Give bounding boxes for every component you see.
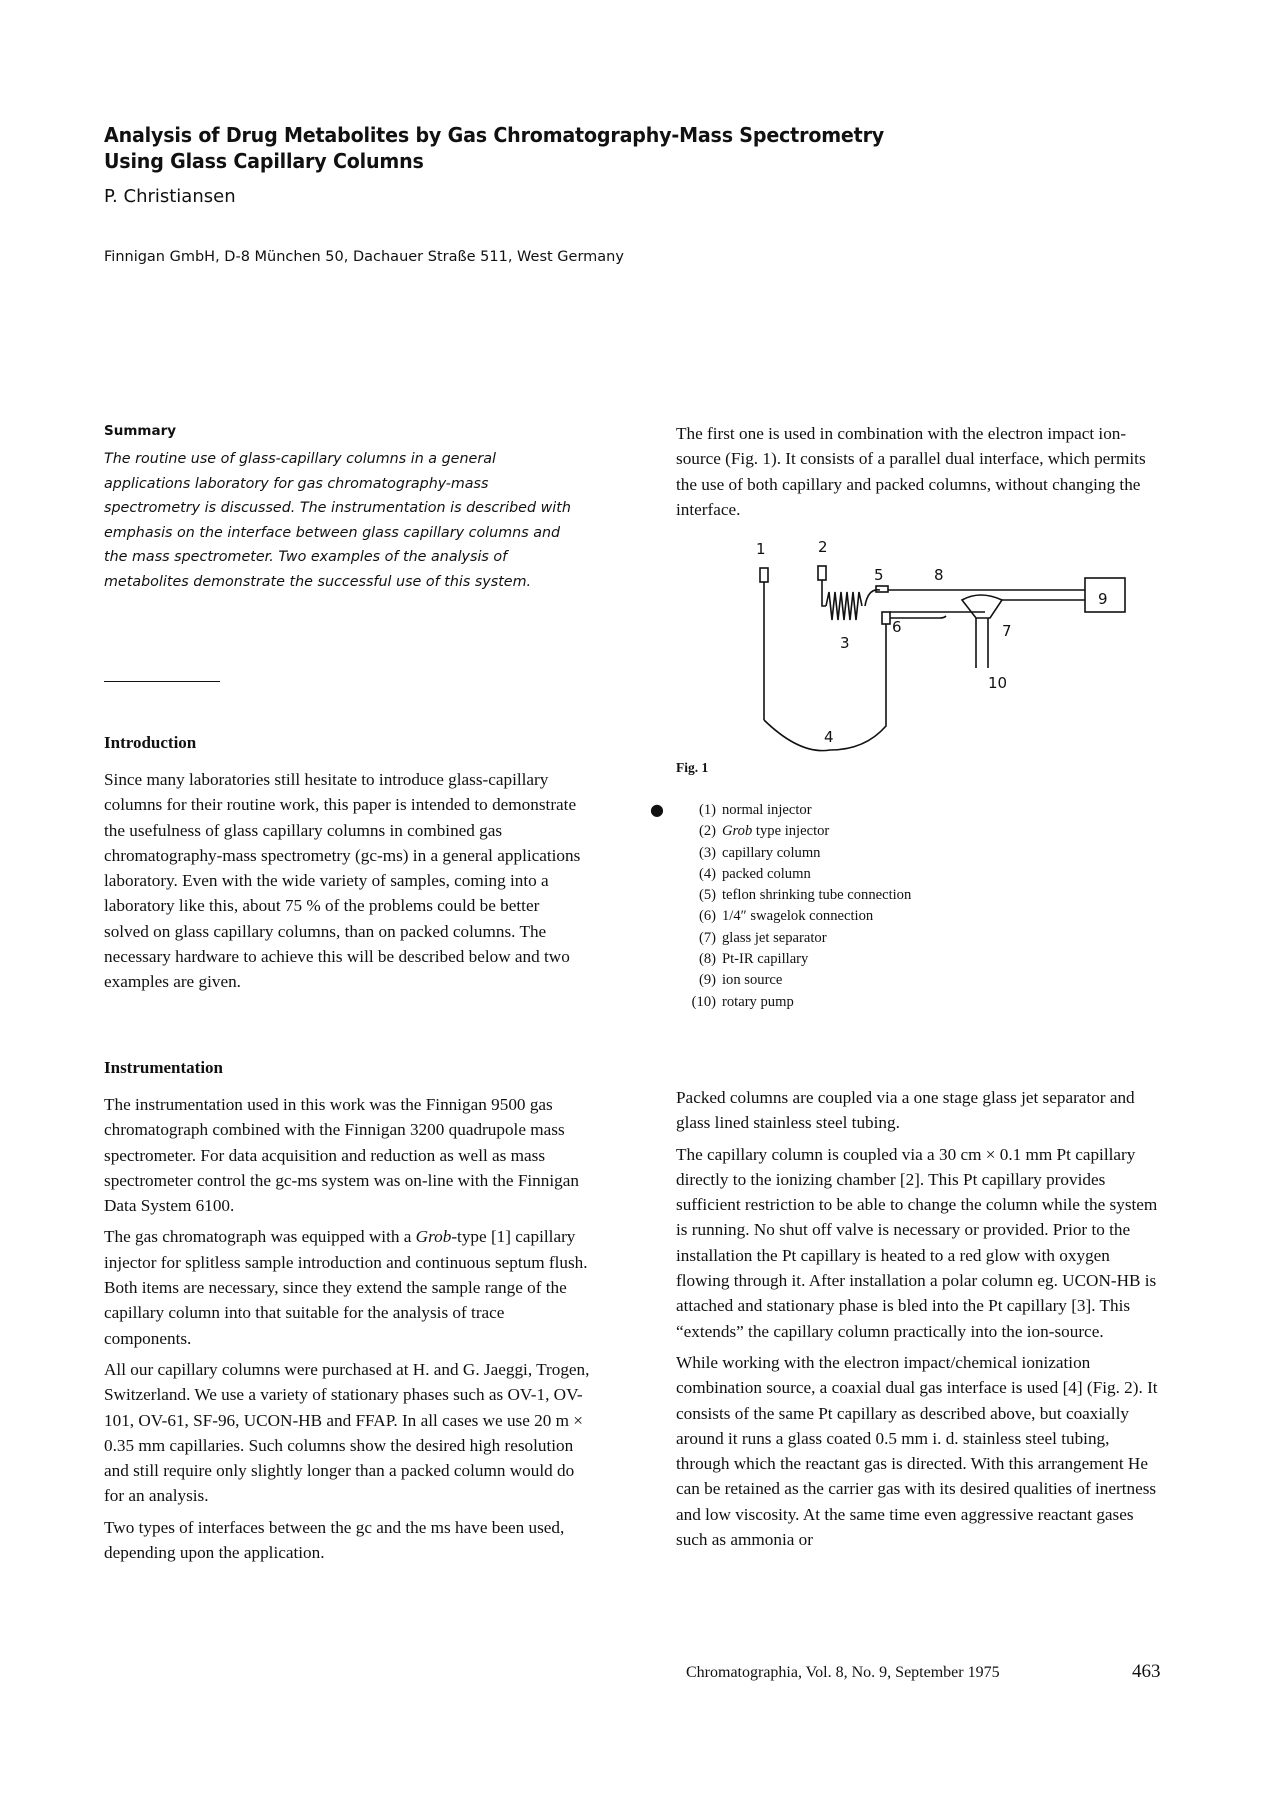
right-column-body (676, 1085, 1166, 1558)
legend-item: (6) 1/4″ swagelok connection (698, 908, 874, 925)
paper-title: Analysis of Drug Metabolites by Gas Chromatography-Mass Spectrometry Using Glass Capillary Columns (104, 123, 885, 173)
legend-item: (3) capillary column (698, 844, 821, 861)
swagelok-connection-icon (882, 612, 890, 624)
section-divider (104, 681, 220, 682)
figure-1-diagram (740, 540, 1140, 760)
legend-item: (2) Grob type injector (698, 823, 830, 840)
figure-legend (676, 800, 911, 1013)
figure-label-2: 2 (818, 540, 828, 556)
page-number: 463 (1132, 1661, 1161, 1682)
interface-paragraph-3: The capillary column is coupled via a 30 cm × 0.1 mm Pt capillary directly to the ionizing chamber [2]. This Pt capillary provides sufficient restriction to be able to change the column while the system is running. No shut off valve is necessary or provided. Prior to the installation the Pt capillary is heated to a red glow with oxygen flowing through it. After installation a polar column eg. UCON-HB is attached and stationary phase is bled into the Pt capillary [3]. This “extends” the capillary column practically into the ion-source. (676, 1144, 1158, 1341)
legend-item: (10) rotary pump (691, 993, 794, 1010)
introduction-heading: Introduction (104, 733, 197, 752)
introduction-section (104, 733, 594, 1001)
figure-label-5: 5 (874, 566, 884, 584)
instrumentation-paragraph-3: All our capillary columns were purchased at H. and G. Jaeggi, Trogen, Switzerland. We use a variety of stationary phases such as OV-1, OV-101, OV-61, SF-96, UCON-HB and FFAP. In all cases we use 20 m × 0.35 mm capillaries. Such columns show the desired high resolution and still require only slightly longer than a packed column would do for an analysis. (104, 1359, 590, 1506)
summary-text: The routine use of glass-capillary columns in a general applications laboratory for gas chromatography-mass spectrometry is discussed. The instrumentation is described with emphasis on the interface between glass capillary columns and the mass spectrometer. Two examples of the analysis of metabolites demonstrate the successful use of this system. (104, 451, 571, 590)
author-affiliation: Finnigan GmbH, D-8 München 50, Dachauer Straße 511, West Germany (104, 249, 624, 265)
instrumentation-heading: Instrumentation (104, 1058, 224, 1077)
summary-heading: Summary (104, 423, 177, 439)
instrumentation-paragraph-4: Two types of interfaces between the gc and the ms have been used, depending upon the application. (104, 1517, 565, 1563)
figure-label-8: 8 (934, 566, 944, 584)
instrumentation-paragraph-2: The gas chromatograph was equipped with a Grob-type [1] capillary injector for splitless sample introduction and continuous septum flush. Both items are necessary, since they extend the sample range of the capillary column into that suitable for the analysis of trace components. (104, 1227, 588, 1348)
introduction-text: Since many laboratories still hesitate to introduce glass-capillary columns for their routine work, this paper is intended to demonstrate the usefulness of glass capillary columns in combined gas chromatography-mass spectrometry (gc-ms) in a general applications laboratory. Even with the wide variety of samples, coming into a laboratory like this, about 75 % of the problems could be better solved on glass capillary columns, than on packed columns. The necessary hardware to achieve this will be described below and two examples are given. (104, 770, 581, 992)
instrumentation-section (104, 1058, 594, 1571)
figure-label-1: 1 (756, 540, 766, 558)
jet-separator-icon (962, 595, 1002, 618)
normal-injector-icon (760, 568, 768, 582)
summary-section (104, 423, 594, 594)
legend-item: (1) normal injector (698, 802, 812, 818)
figure-label-9: 9 (1098, 590, 1108, 608)
legend-item: (4) packed column (698, 865, 811, 882)
grob-injector-icon (818, 566, 826, 580)
figure-label-10: 10 (988, 674, 1008, 692)
interface-paragraph-2: Packed columns are coupled via a one stage glass jet separator and glass lined stainless steel tubing. (676, 1088, 1135, 1133)
figure-label-6: 6 (892, 618, 902, 636)
interface-paragraph-4: While working with the electron impact/chemical ionization combination source, a coaxial dual gas interface is used [4] (Fig. 2). It consists of the same Pt capillary as described above, but coaxially around it runs a glass coated 0.5 mm i. d. stainless steel tubing, through which the reactant gas is directed. With this arrangement He can be retained as the carrier gas with its desired qualities of inertness and low viscosity. At the same time even aggressive reactant gases such as ammonia or (676, 1352, 1158, 1550)
right-column-intro (676, 421, 1166, 528)
figure-label-7: 7 (1002, 622, 1012, 640)
instrumentation-paragraph-1: The instrumentation used in this work was the Finnigan 9500 gas chromatograph combined with the Finnigan 3200 quadrupole mass spectrometer. For data acquisition and reduction as well as mass spectrometer control the gc-ms system was on-line with the Finnigan Data System 6100. (104, 1095, 579, 1216)
legend-item: (7) glass jet separator (698, 929, 827, 946)
figure-caption: Fig. 1 (676, 760, 709, 775)
interface-paragraph-1: The first one is used in combination with the electron impact ion-source (Fig. 1). It consists of a parallel dual interface, which permits the use of both capillary and packed columns, without changing the interface. (676, 424, 1146, 519)
legend-item: (9) ion source (698, 972, 783, 989)
legend-item: (8) Pt-IR capillary (698, 951, 809, 968)
bullet-mark: ● (650, 800, 664, 819)
rotary-pump-line (976, 618, 988, 668)
author-name: P. Christiansen (104, 186, 236, 207)
legend-item: (5) teflon shrinking tube connection (698, 887, 912, 904)
figure-label-4: 4 (824, 728, 834, 746)
figure-label-3: 3 (840, 634, 850, 652)
capillary-column-coil (826, 592, 862, 620)
journal-citation: Chromatographia, Vol. 8, No. 9, September 1975 (686, 1664, 1000, 1681)
